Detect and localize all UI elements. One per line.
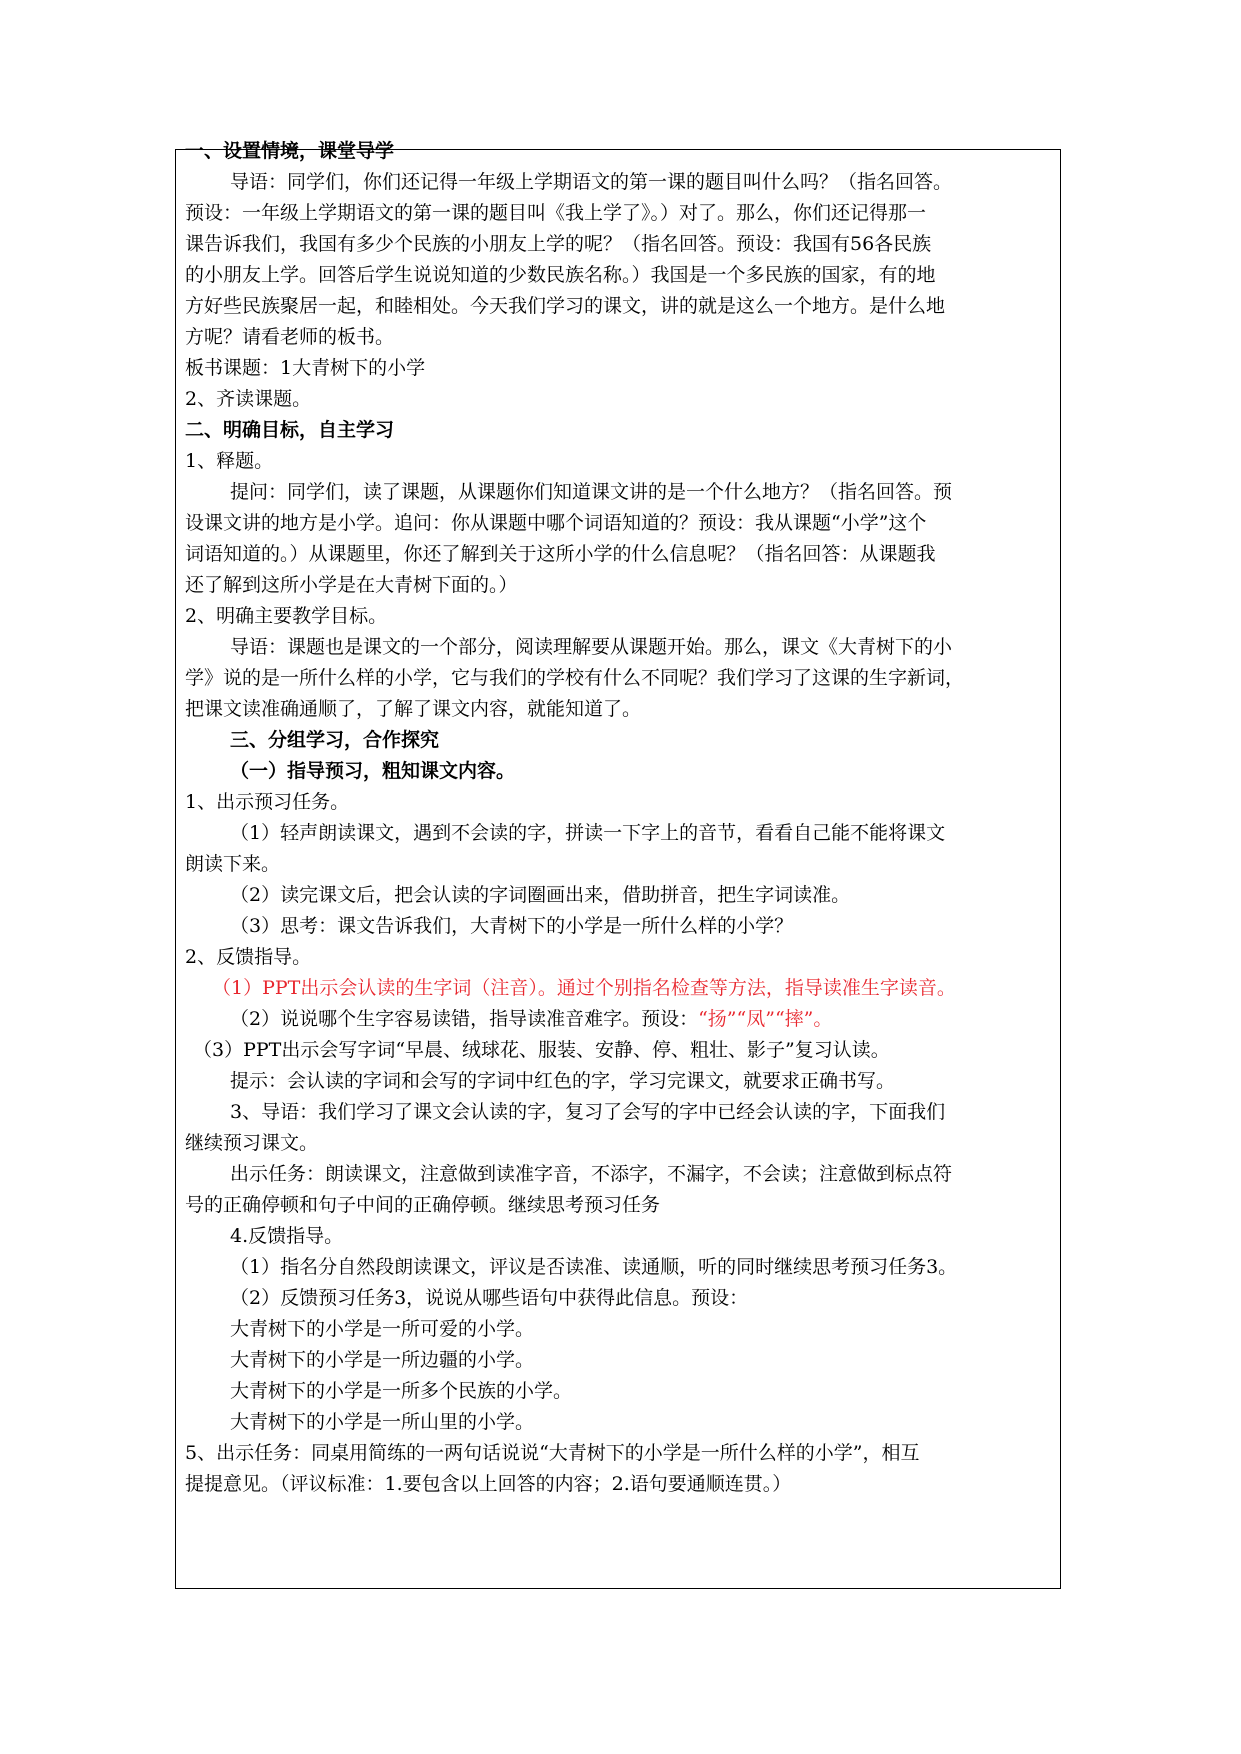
text-line: 号的正确停顿和句子中间的正确停顿。继续思考预习任务	[185, 1194, 661, 1216]
text-line: 预设：一年级上学期语文的第一课的题目叫《我上学了》。）对了。那么，你们还记得那一	[185, 202, 927, 224]
text-line: （3）PPT出示会写字词“早晨、绒球花、服装、安静、停、粗壮、影子”复习认读。	[193, 1039, 890, 1061]
text-line: 5、出示任务：同桌用简练的一两句话说说“大青树下的小学是一所什么样的小学”，相互	[185, 1442, 920, 1464]
heading-section-1: 一、设置情境，课堂导学	[185, 140, 395, 162]
text-line	[230, 1004, 832, 1034]
text-line: （2）读完课文后，把会认读的字词圈画出来，借助拼音，把生字词读准。	[230, 884, 851, 906]
text-line: 板书课题：1大青树下的小学	[185, 357, 426, 379]
text-line: 3、导语：我们学习了课文会认读的字，复习了会写的字中已经会认读的字，下面我们	[230, 1101, 946, 1123]
text-line: 大青树下的小学是一所可爱的小学。	[230, 1318, 535, 1340]
text-line: 提示：会认读的字词和会写的字词中红色的字，学习完课文，就要求正确书写。	[230, 1070, 896, 1092]
text-line: （1）轻声朗读课文，遇到不会读的字，拼读一下字上的音节，看看自己能不能将课文	[230, 822, 946, 844]
subheading: （一）指导预习，粗知课文内容。	[230, 760, 516, 782]
heading-section-3: 三、分组学习，合作探究	[230, 729, 440, 751]
text-line: 大青树下的小学是一所山里的小学。	[230, 1411, 535, 1433]
text-line: 导语：同学们，你们还记得一年级上学期语文的第一课的题目叫什么吗？（指名回答。	[230, 171, 953, 193]
highlighted-chars: “扬”“凤”“摔”。	[698, 1008, 833, 1030]
text-line: 2、反馈指导。	[185, 946, 312, 968]
text-line: （2）反馈预习任务3，说说从哪些语句中获得此信息。预设：	[230, 1287, 749, 1309]
text-line: 大青树下的小学是一所边疆的小学。	[230, 1349, 535, 1371]
text-segment: （2）说说哪个生字容易读错，指导读准音难字。预设：	[230, 1008, 699, 1030]
text-line: 课告诉我们，我国有多少个民族的小朋友上学的呢？（指名回答。预设：我国有56各民族	[185, 233, 932, 255]
heading-section-2: 二、明确目标，自主学习	[185, 419, 395, 441]
text-line: 方好些民族聚居一起，和睦相处。今天我们学习的课文，讲的就是这么一个地方。是什么地	[185, 295, 946, 317]
text-line: （1）指名分自然段朗读课文，评议是否读准、读通顺，听的同时继续思考预习任务3。	[230, 1256, 958, 1278]
text-line: 4.反馈指导。	[230, 1225, 344, 1247]
text-line: 1、出示预习任务。	[185, 791, 350, 813]
text-line: 学》说的是一所什么样的小学，它与我们的学校有什么不同呢？我们学习了这课的生字新词，	[185, 667, 965, 689]
highlighted-text-line: （1）PPT出示会认读的生字词（注音）。通过个别指名检查等方法，指导读准生字读音。	[212, 977, 956, 999]
text-line: 提问：同学们，读了课题，从课题你们知道课文讲的是一个什么地方？（指名回答。预	[230, 481, 953, 503]
text-line: 方呢？请看老师的板书。	[185, 326, 395, 348]
text-line: 提提意见。（评议标准：1.要包含以上回答的内容；2.语句要通顺连贯。）	[185, 1473, 792, 1495]
text-line: 朗读下来。	[185, 853, 281, 875]
text-line: 大青树下的小学是一所多个民族的小学。	[230, 1380, 573, 1402]
text-line: 导语：课题也是课文的一个部分，阅读理解要从课题开始。那么，课文《大青树下的小	[230, 636, 953, 658]
text-line: 2、齐读课题。	[185, 388, 312, 410]
text-line: 出示任务：朗读课文，注意做到读准字音，不添字，不漏字，不会读；注意做到标点符	[230, 1163, 953, 1185]
text-line: 继续预习课文。	[185, 1132, 319, 1154]
text-line: 设课文讲的地方是小学。追问：你从课题中哪个词语知道的？预设：我从课题“小学”这个	[185, 512, 927, 534]
text-line: 2、明确主要教学目标。	[185, 605, 388, 627]
text-line: 把课文读准确通顺了，了解了课文内容，就能知道了。	[185, 698, 642, 720]
text-line: 的小朋友上学。回答后学生说说知道的少数民族名称。）我国是一个多民族的国家，有的地	[185, 264, 936, 286]
text-line: （3）思考：课文告诉我们，大青树下的小学是一所什么样的小学？	[230, 915, 794, 937]
text-line: 1、释题。	[185, 450, 274, 472]
text-line: 还了解到这所小学是在大青树下面的。）	[185, 574, 518, 596]
text-line: 词语知道的。）从课题里，你还了解到关于这所小学的什么信息呢？（指名回答：从课题我	[185, 543, 936, 565]
